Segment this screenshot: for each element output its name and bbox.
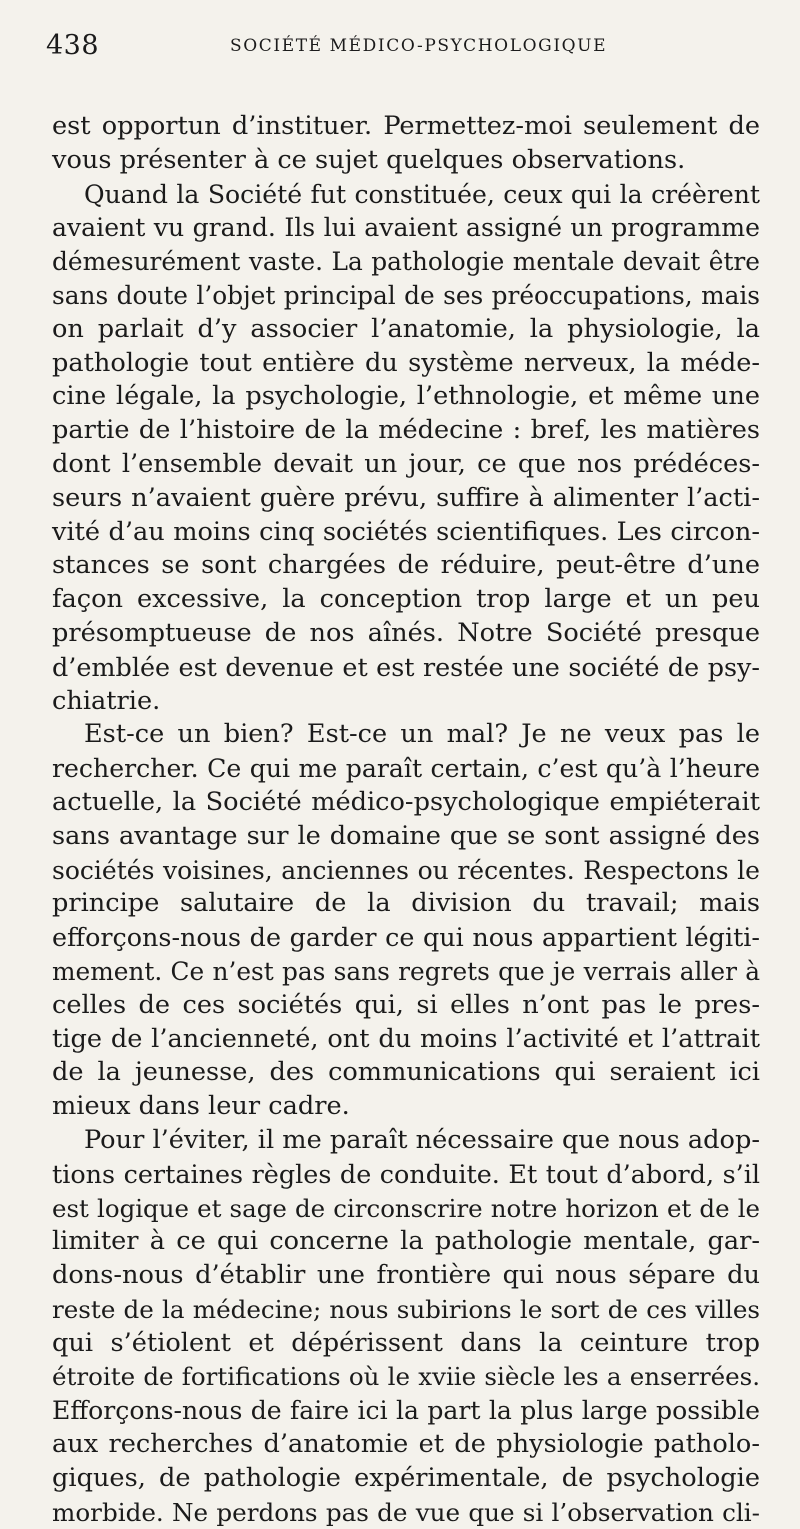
text-line: on parlait d’y associer l’anatomie, la physiologie, la [52, 313, 760, 344]
text-line: dont l’ensemble devait un jour, ce que nos prédéces- [52, 448, 760, 479]
text-line: Efforçons-nous de faire ici la part la plus large possible [52, 1396, 760, 1426]
text-line: principe salutaire de la division du travail; mais [52, 888, 760, 919]
text-line: vous présenter à ce sujet quelques observations. [52, 144, 686, 175]
text-line: tions certaines règles de conduite. Et tout d’abord, s’il [52, 1158, 760, 1189]
text-line: morbide. Ne perdons pas de vue que si l’observation cli- [52, 1497, 760, 1527]
text-line: giques, de pathologie expérimentale, de psychologie [52, 1462, 760, 1493]
text-line: tige de l’ancienneté, ont du moins l’activité et l’attrait [52, 1023, 760, 1054]
running-title: SOCIÉTÉ MÉDICO-PSYCHOLOGIQUE [230, 36, 608, 56]
text-line: est logique et sage de circonscrire notre horizon et de le [52, 1193, 760, 1223]
text-line: d’emblée est devenue et est restée une société de psy- [52, 651, 760, 682]
text-line: sans avantage sur le domaine que se sont assigné des [52, 820, 760, 851]
text-line: façon excessive, la conception trop large et un peu [52, 584, 760, 615]
text-line: seurs n’avaient guère prévu, suffire à alimenter l’acti- [52, 482, 760, 513]
text-line: pathologie tout entière du système nerveux, la méde- [52, 347, 760, 378]
text-line: celles de ces sociétés qui, si elles n’ont pas le pres- [52, 989, 760, 1020]
text-line: stances se sont chargées de réduire, peut-être d’une [52, 550, 760, 581]
text-line: démesurément vaste. La pathologie mentale devait être [52, 247, 760, 277]
text-line: rechercher. Ce qui me paraît certain, c’est qu’à l’heure [52, 754, 760, 784]
page-number: 438 [46, 30, 100, 61]
text-line: vité d’au moins cinq sociétés scientifiques. Les circon- [52, 516, 760, 547]
text-line: de la jeunesse, des communications qui seraient ici [52, 1057, 760, 1088]
text-line: étroite de fortifications où le xviie siècle les a enserrées. [52, 1362, 760, 1392]
text-line: sociétés voisines, anciennes ou récentes. Respectons le [52, 855, 760, 885]
text-line: est opportun d’instituer. Permettez-moi seulement de [52, 111, 760, 141]
text-line: actuelle, la Société médico-psychologique empiéterait [52, 786, 760, 817]
running-head [46, 30, 760, 68]
body-text [52, 110, 760, 1529]
text-line: avaient vu grand. Ils lui avaient assigné un programme [52, 213, 760, 243]
text-line: qui s’étiolent et dépérissent dans la ceinture trop [52, 1327, 760, 1358]
text-line: Quand la Société fut constituée, ceux qui la créèrent [84, 179, 760, 209]
text-line: dons-nous d’établir une frontière qui nous sépare du [52, 1260, 760, 1291]
text-line: mieux dans leur cadre. [52, 1091, 350, 1122]
text-line: limiter à ce qui concerne la pathologie mentale, gar- [52, 1226, 760, 1257]
text-line: cine légale, la psychologie, l’ethnologie, et même une [52, 381, 760, 412]
text-line: mement. Ce n’est pas sans regrets que je verrais aller à [52, 956, 760, 986]
text-line: Est-ce un bien? Est-ce un mal? Je ne veux pas le [84, 719, 760, 750]
text-line: chiatrie. [52, 685, 161, 716]
text-line: Pour l’éviter, il me paraît nécessaire que nous adop- [84, 1124, 760, 1155]
text-line: sans doute l’objet principal de ses préoccupations, mais [52, 280, 760, 310]
text-line: aux recherches d’anatomie et de physiologie patholo- [52, 1429, 760, 1460]
text-line: efforçons-nous de garder ce qui nous appartient légiti- [52, 922, 760, 953]
text-line: reste de la médecine; nous subirions le sort de ces villes [52, 1294, 760, 1324]
text-line: présomptueuse de nos aînés. Notre Société presque [52, 617, 760, 648]
text-line: partie de l’histoire de la médecine : bref, les matières [52, 415, 760, 446]
